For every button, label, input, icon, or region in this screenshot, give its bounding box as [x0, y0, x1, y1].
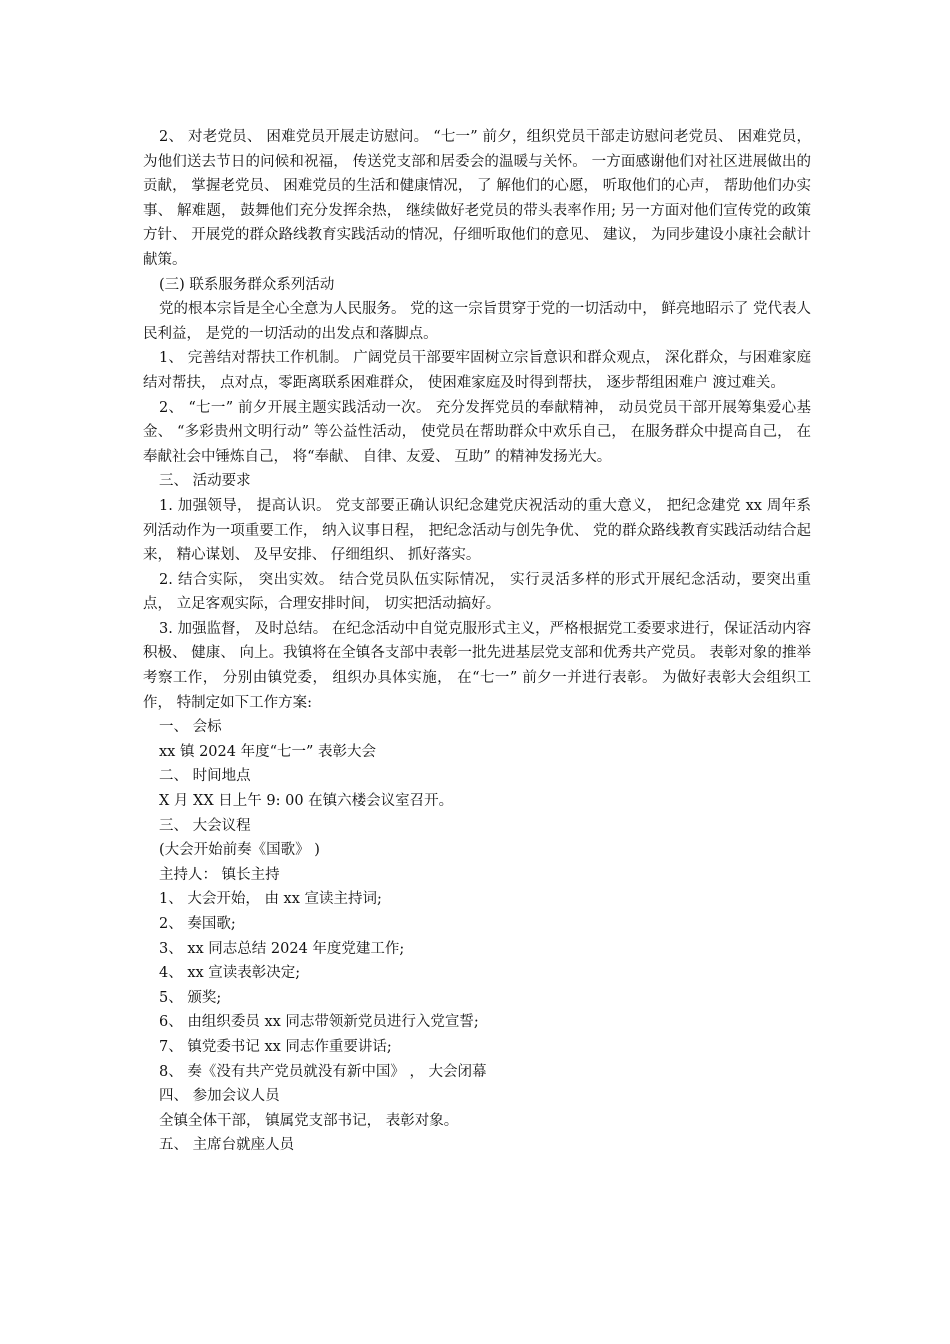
- agenda-item: 6、 由组织委员 xx 同志带领新党员进行入党宣誓;: [159, 1014, 479, 1031]
- agenda-item: 3、 xx 同志总结 2024 年度党建工作;: [159, 940, 405, 957]
- section-heading-requirements: 三、 活动要求: [159, 473, 251, 490]
- paragraph-pairing-assistance: 1、 完善结对帮扶工作机制。 广阔党员干部要牢固树立宗旨意识和群众观点， 深化群众，与困难家庭结对帮扶， 点对点，零距离联系困难群众， 使困难家庭及时得到帮扶， 逐步帮组困难户 渡过难关。: [143, 350, 811, 391]
- heading-attendees: 四、 参加会议人员: [159, 1088, 280, 1105]
- document-body: [143, 125, 811, 1158]
- paragraph-strengthen-leadership: 1. 加强领导， 提高认识。 党支部要正确认识纪念建党庆祝活动的重大意义， 把纪念建党 xx 周年系列活动作为一项重要工作， 纳入议事日程， 把纪念活动与创先争优、 党的群众路线教育实践活动结合起来， 精心谋划、 及早安排、 仔细组织、 抓好落实。: [143, 497, 811, 564]
- agenda-item: 4、 xx 宣读表彰决定;: [159, 965, 301, 982]
- agenda-prelude: (大会开始前奏《国歌》 ): [159, 842, 320, 859]
- paragraph-theme-practice: 2、 “七一” 前夕开展主题实践活动一次。 充分发挥党员的奉献精神， 动员党员干部开展筹集爱心基金、 “多彩贵州文明行动” 等公益性活动， 使党员在帮助群众中欢乐自己， 在服务群众中提高自己， 在奉献社会中锤炼自己， 将“奉献、 自律、友爱、 互助” 的精神发扬光大。: [143, 399, 811, 465]
- agenda-item: 5、 颁奖;: [159, 989, 222, 1006]
- heading-rostrum-seating: 五、 主席台就座人员: [159, 1137, 295, 1154]
- paragraph-supervision: 3. 加强监督， 及时总结。 在纪念活动中自觉克服形式主义，严格根据党工委要求进行，保证活动内容积极、 健康、 向上。我镇将在全镇各支部中表彰一批先进基层党支部和优秀共产党员。 表彰对象的推举考察工作， 分别由镇党委， 组织办具体实施， 在“七一” 前夕一并进行表彰。 为做好表彰大会组织工作， 特制定如下工作方案:: [143, 620, 811, 711]
- heading-banner: 一、 会标: [159, 719, 222, 736]
- section-heading-contact-service: (三) 联系服务群众系列活动: [159, 276, 335, 293]
- agenda-item: 7、 镇党委书记 xx 同志作重要讲话;: [159, 1038, 392, 1055]
- agenda-item: 8、 奏《没有共产党员就没有新中国》 ， 大会闭幕: [159, 1063, 487, 1080]
- paragraph-party-purpose: 党的根本宗旨是全心全意为人民服务。 党的这一宗旨贯穿于党的一切活动中， 鲜亮地昭示了 党代表人民利益， 是党的一切活动的出发点和落脚点。: [143, 301, 811, 342]
- agenda-host: 主持人： 镇长主持: [159, 866, 280, 883]
- banner-text: xx 镇 2024 年度“七一” 表彰大会: [159, 743, 377, 760]
- heading-time-place: 二、 时间地点: [159, 768, 251, 785]
- attendees-text: 全镇全体干部， 镇属党支部书记， 表彰对象。: [159, 1112, 459, 1129]
- paragraph-combine-reality: 2. 结合实际， 突出实效。 结合党员队伍实际情况， 实行灵活多样的形式开展纪念活动，要突出重点， 立足客观实际，合理安排时间， 切实把活动搞好。: [143, 571, 811, 613]
- agenda-item: 2、 奏国歌;: [159, 916, 236, 932]
- agenda-item: 1、 大会开始， 由 xx 宣读主持词;: [159, 891, 382, 908]
- time-place-text: X 月 XX 日上午 9: 00 在镇六楼会议室召开。: [159, 793, 454, 810]
- paragraph-visit-old-members: 2、 对老党员、 困难党员开展走访慰问。 “七一” 前夕，组织党员干部走访慰问老党员、 困难党员， 为他们送去节日的问候和祝福， 传送党支部和居委会的温暖与关怀。 一方面感谢他们对社区进展做出的贡献， 掌握老党员、 困难党员的生活和健康情况， 了 解他们的心愿， 听取他们的心声， 帮助他们办实事、 解难题， 鼓舞他们充分发挥余热， 继续做好老党员的带头表率作用; 另一方面对他们宣传党的政策方针、 开展党的群众路线教育实践活动的情况，仔细听取他们的意见、 建议， 为同步建设小康社会献计献策。: [143, 129, 811, 268]
- heading-agenda: 三、 大会议程: [159, 817, 251, 834]
